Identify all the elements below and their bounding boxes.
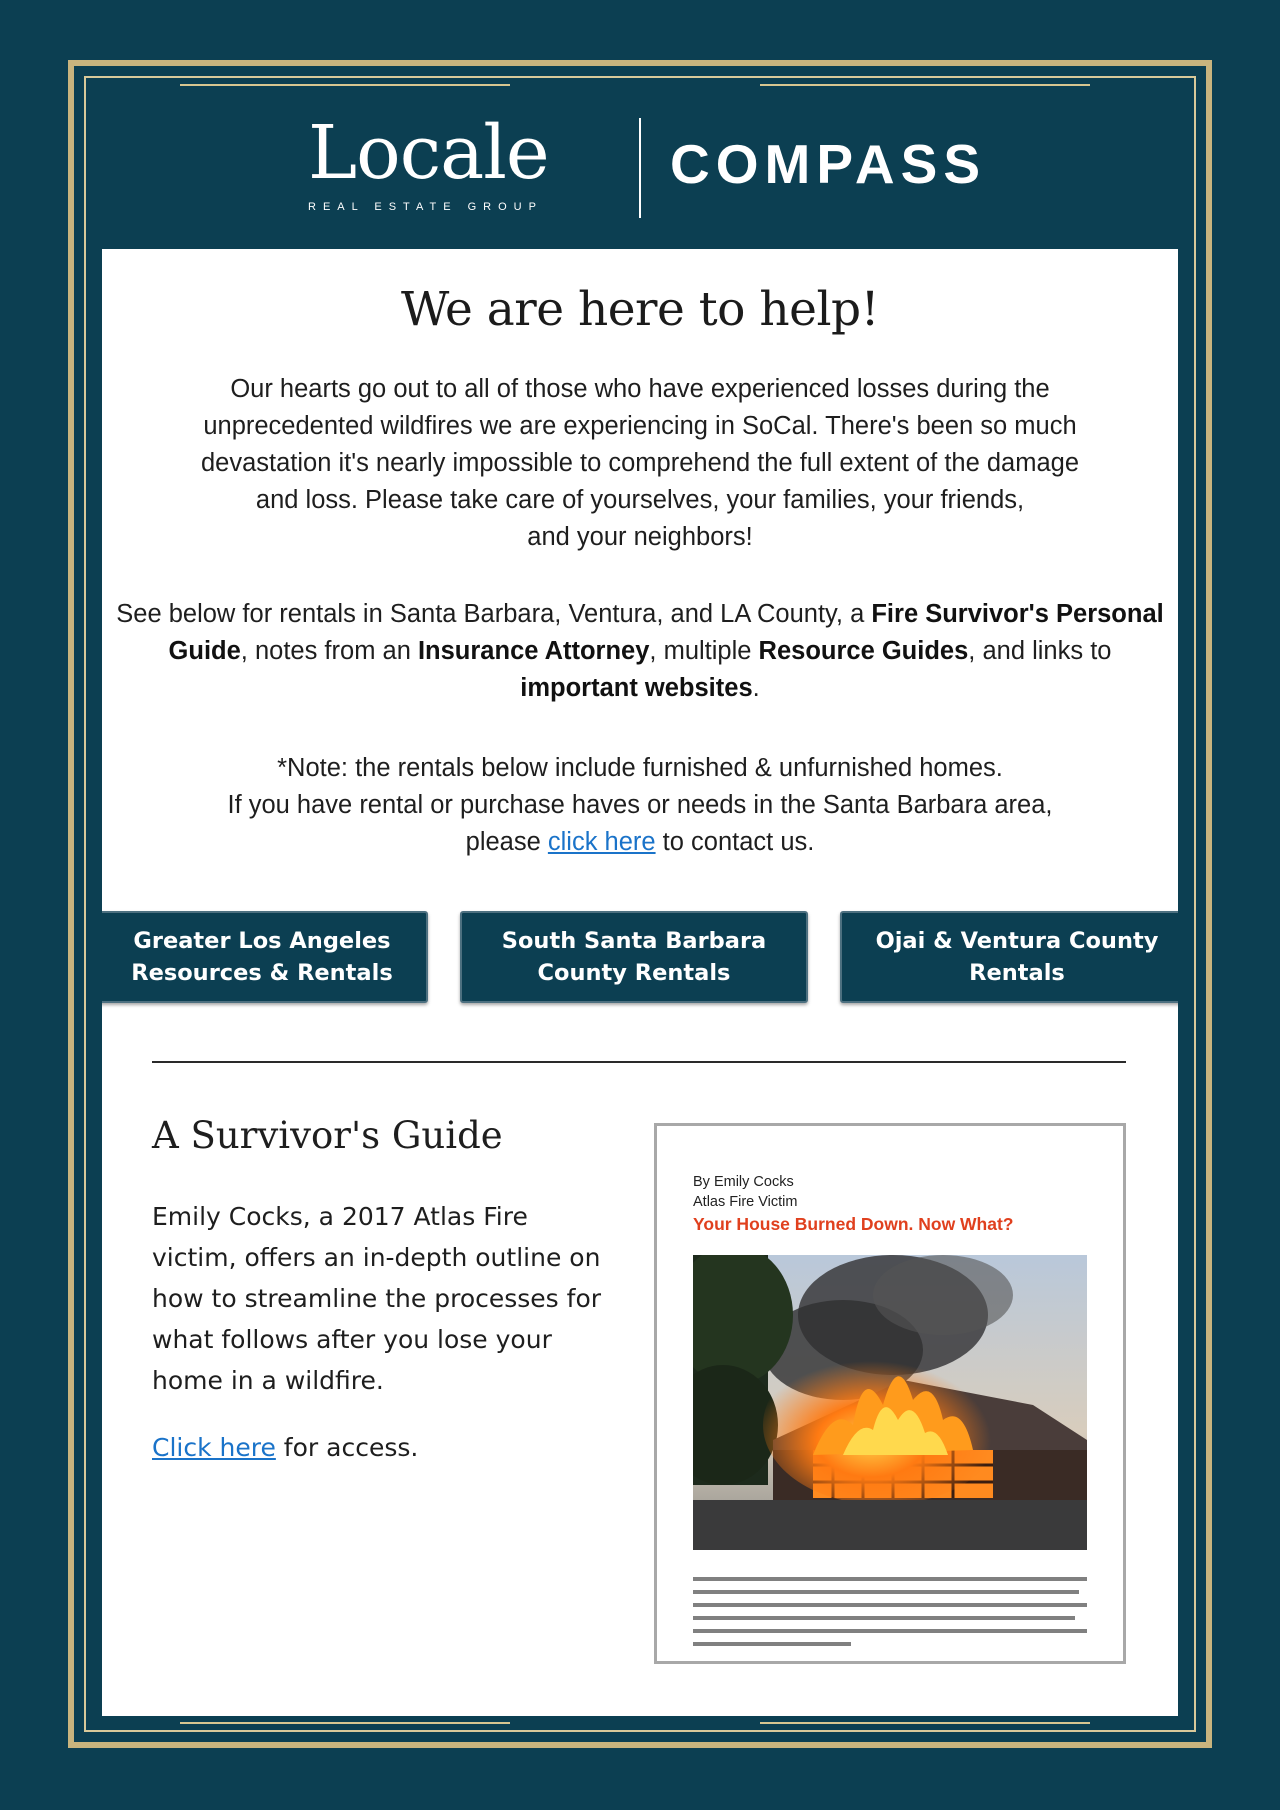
page-title: We are here to help!: [401, 282, 879, 337]
intro-line: Our hearts go out to all of those who have experienced losses during the: [230, 375, 1050, 403]
important-websites-label: important websites: [520, 674, 753, 702]
button-label: South Santa Barbara: [501, 928, 767, 954]
survivors-guide-title: A Survivor's Guide: [152, 1114, 503, 1157]
note-paragraph: [102, 750, 1178, 861]
preview-author-name: By Emily Cocks: [693, 1174, 794, 1190]
guide-access-link[interactable]: Click here: [152, 1433, 276, 1462]
note-line: *Note: the rentals below include furnished & unfurnished homes.: [277, 754, 1003, 782]
button-label: Rentals: [969, 960, 1065, 986]
greater-los-angeles-button[interactable]: [102, 911, 428, 1003]
contact-us-link[interactable]: click here: [547, 828, 656, 856]
button-label: County Rentals: [537, 960, 731, 986]
brand-header: [102, 92, 1178, 249]
guide-preview-thumbnail[interactable]: [654, 1123, 1126, 1664]
preview-title: Your House Burned Down. Now What?: [693, 1214, 1014, 1234]
guide-access-line: [152, 1433, 418, 1462]
frame-accent-line: [180, 84, 510, 86]
button-label: Resources & Rentals: [131, 960, 393, 986]
locale-wordmark: Locale: [308, 110, 549, 196]
ojai-ventura-button[interactable]: [840, 911, 1178, 1003]
locale-logo[interactable]: [308, 110, 549, 216]
house-fire-photo: [693, 1255, 1087, 1550]
resources-paragraph: [102, 596, 1178, 707]
preview-author: [693, 1172, 797, 1212]
intro-line: unprecedented wildfires we are experiencing in SoCal. There's been so much: [203, 412, 1077, 440]
resources-text: .: [752, 674, 760, 702]
logo-divider: [639, 118, 641, 218]
note-line: [102, 824, 1178, 861]
locale-subtitle: REAL ESTATE GROUP: [308, 201, 543, 213]
fire-survivor-guide-label: Fire Survivor's Personal Guide: [168, 600, 1164, 665]
intro-line: and loss. Please take care of yourselves, your families, your friends,: [255, 486, 1025, 514]
section-divider: [152, 1061, 1126, 1063]
preview-author-subtitle: Atlas Fire Victim: [693, 1194, 798, 1210]
frame-accent-line: [760, 1722, 1090, 1724]
compass-logo[interactable]: COMPASS: [670, 133, 987, 195]
resources-text: See below for rentals in Santa Barbara, Ventura, and LA County, a: [116, 600, 872, 628]
survivors-guide-description: Emily Cocks, a 2017 Atlas Fire victim, offers an in-depth outline on how to streamline the processes for what follows after you lose your home in a wildfire.: [152, 1202, 602, 1395]
resources-text: , and links to: [968, 637, 1112, 665]
south-santa-barbara-button[interactable]: [460, 911, 808, 1003]
button-label: Ojai & Ventura County: [875, 928, 1159, 954]
resources-text: , multiple: [649, 637, 759, 665]
preview-body-text: [693, 1577, 1087, 1655]
intro-line: and your neighbors!: [527, 523, 753, 551]
note-text: to contact us.: [655, 828, 815, 856]
guide-access-text: for access.: [275, 1433, 419, 1462]
resource-guides-label: Resource Guides: [758, 637, 969, 665]
intro-line: devastation it's nearly impossible to comprehend the full extent of the damage: [200, 449, 1080, 477]
button-label: Greater Los Angeles: [133, 928, 391, 954]
frame-accent-line: [180, 1722, 510, 1724]
resources-text: , notes from an: [240, 637, 418, 665]
intro-paragraph: [102, 371, 1178, 556]
note-line: If you have rental or purchase haves or needs in the Santa Barbara area,: [227, 791, 1053, 819]
frame-accent-line: [760, 84, 1090, 86]
email-card: [102, 92, 1178, 1716]
note-text: please: [465, 828, 548, 856]
insurance-attorney-label: Insurance Attorney: [417, 637, 650, 665]
